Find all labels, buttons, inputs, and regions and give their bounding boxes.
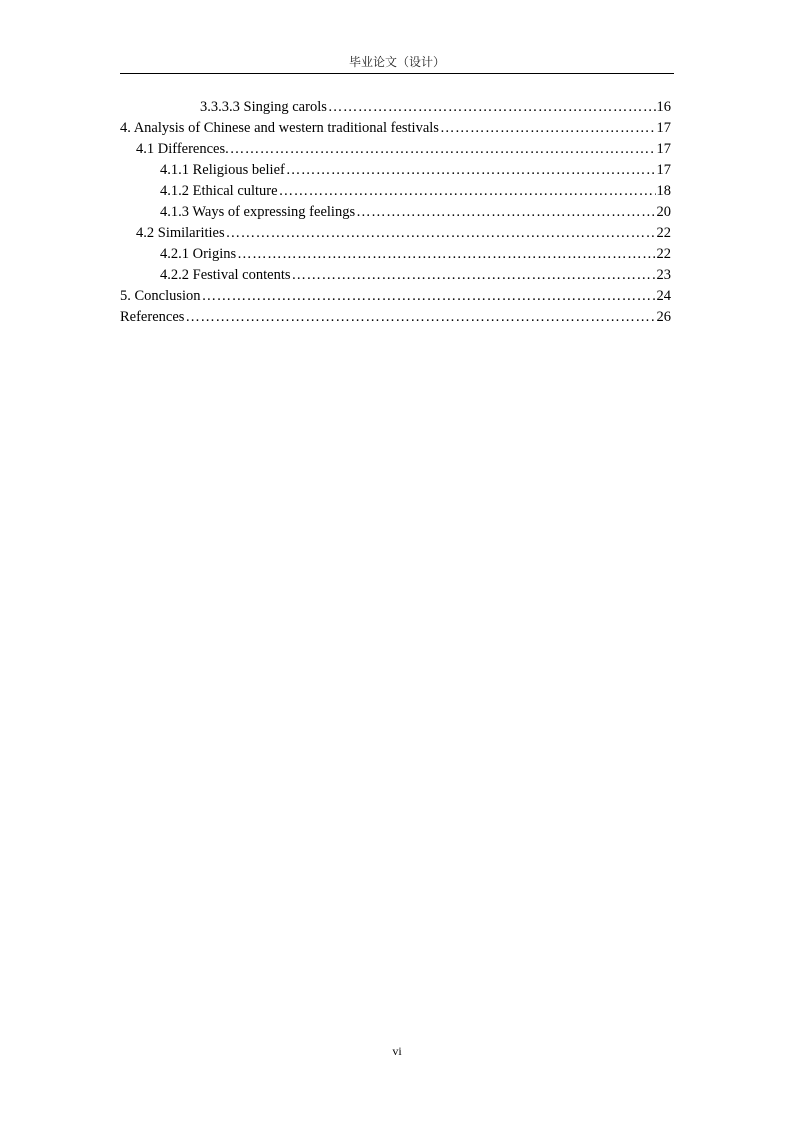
page-number: vi — [392, 1044, 402, 1058]
toc-entry-page: 22 — [656, 246, 671, 262]
toc-entry-5[interactable] — [120, 286, 671, 307]
toc-entry-page: 23 — [656, 267, 671, 283]
toc-dot-leader — [286, 160, 656, 181]
toc-entry-page: 18 — [656, 183, 671, 199]
toc-entry-page: 17 — [656, 162, 671, 178]
toc-entry-4-1-1[interactable] — [120, 160, 671, 181]
toc-entry-4-2[interactable] — [120, 223, 671, 244]
toc-entry-title: 4.2.2 Festival contents — [160, 267, 291, 283]
toc-entry-page: 20 — [656, 204, 671, 220]
toc-entry-page: 17 — [656, 141, 671, 157]
toc-entry-title: 4. Analysis of Chinese and western traditional festivals — [120, 120, 439, 136]
toc-entry-references[interactable] — [120, 307, 671, 328]
table-of-contents — [120, 97, 671, 328]
toc-entry-title: 4.1.2 Ethical culture — [160, 183, 278, 199]
toc-entry-title: 4.1.3 Ways of expressing feelings — [160, 204, 356, 220]
toc-dot-leader — [237, 244, 655, 265]
toc-dot-leader — [328, 97, 656, 118]
toc-entry-page: 16 — [656, 99, 671, 115]
page-header: 毕业论文（设计） — [348, 55, 445, 69]
toc-dot-leader — [279, 181, 656, 202]
toc-dot-leader — [185, 307, 655, 328]
toc-entry-page: 17 — [656, 120, 671, 136]
toc-entry-page: 24 — [656, 288, 671, 304]
toc-entry-4[interactable] — [120, 118, 671, 139]
toc-entry-4-2-1[interactable] — [120, 244, 671, 265]
toc-entry-title: 4.2.1 Origins — [160, 246, 237, 262]
toc-entry-title: References — [120, 309, 185, 325]
toc-entry-4-1[interactable] — [120, 139, 671, 160]
toc-dot-leader — [202, 286, 656, 307]
toc-entry-4-2-2[interactable] — [120, 265, 671, 286]
toc-entry-page: 22 — [656, 225, 671, 241]
toc-entry-4-1-2[interactable] — [120, 181, 671, 202]
toc-entry-title: 3.3.3.3 Singing carols — [200, 99, 327, 115]
toc-entry-title: 5. Conclusion — [120, 288, 201, 304]
toc-dot-leader — [226, 223, 656, 244]
header-rule — [120, 73, 674, 74]
toc-dot-leader — [440, 118, 656, 139]
toc-entry-page: 26 — [656, 309, 671, 325]
toc-entry-3-3-3-3[interactable] — [120, 97, 671, 118]
toc-entry-4-1-3[interactable] — [120, 202, 671, 223]
toc-dot-leader — [230, 139, 656, 160]
toc-entry-title: 4.1 Differences. — [136, 141, 229, 157]
toc-entry-title: 4.2 Similarities — [136, 225, 225, 241]
toc-dot-leader — [356, 202, 655, 223]
toc-entry-title: 4.1.1 Religious belief — [160, 162, 285, 178]
toc-dot-leader — [292, 265, 656, 286]
